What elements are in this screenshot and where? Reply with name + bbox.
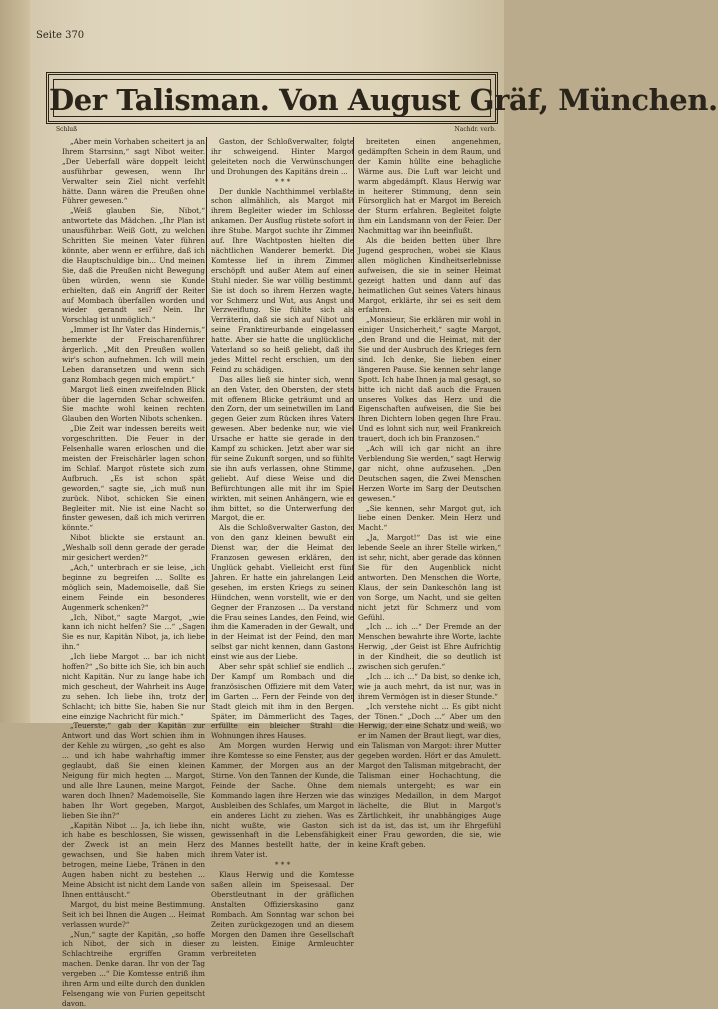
reprint-note: Nachdr. verb. [454, 126, 496, 133]
paragraph: Der dunkle Nachthimmel verblaßte schon allmählich, als Margot mit ihrem Begleiter wieder im Schlosse ankamen. Der Ausflug rüstete sofort in ihre Stube. Margot suchte ihr Zimmer auf. Ihre Wachtposten hielten die nächtlichen Wanderer bemerkt. Die Komtesse lief in ihrem Zimmer erschöpft und außer Atem auf einen Stuhl nieder. Sie war völlig bestimmt. Sie ist doch so ihrem Herzen wagte, vor Schmerz und Wut, aus Angst und Verzweiflung. Sie fühlte sich als Verräterin, daß sie sich auf Nibot und seine Franktireurbande eingelassen hatte. Aber sie hatte die unglückliche Vaterland so so heiß geliebt, daß ihr jedes Mittel recht erschien, um den Feind zu schädigen. [211, 186, 354, 374]
paragraph: „Ich ... ich ...“ Der Fremde an der Menschen bewahrte ihre Worte, lachte Herwig, „der Geist ist Ehre Aufrichtig in der Kindheit, die so deutlich ist zwischen sich gerufen.“ [358, 622, 501, 672]
page-number: Seite 370 [36, 30, 85, 41]
paragraph: Am Morgen wurden Herwig und ihre Komtesse so eine Fenster, aus der Kammer, der Morgen aus an der Stirne. Von den Tannen der Kunde, die Feinde der Sache. Ohne dem Kommando lagen ihre Herzen wie das Ausbleiben des Schlafes, um Margot in ein anderes Licht zu ziehen. Was es nicht wußte, wie Gaston sich gewissenhaft in die Lebensfähigkeit des Mannes bestellt hatte, der in ihrem Vater ist. [211, 741, 354, 860]
paragraph: „Ich liebe Margot ... bar ich nicht hoffen?“ „So bitte ich Sie, ich bin auch nicht Kapitän. Nur zu lange habe ich mich gescheut, der Wahrheit ins Auge zu sehen. Ich liebe ihn, trotz der Schlacht; ich bitte Sie, haben Sie nur eine einzige Nachricht für mich.“ [62, 652, 205, 721]
column-divider [206, 137, 207, 702]
paragraph: Aber sehr spät schlief sie endlich ... Der Kampf um Rombach und die französischen Offiziere mit dem Vater, im Garten ... Fern der Feinde von der Stadt gleich mit ihm in den Bergen. Später, im Dämmerlicht des Tages, erfüllte ein bleicher Strahl die Wohnungen ihres Hauses. [211, 662, 354, 741]
paragraph: „Kapitän Nibot ... Ja, ich liebe ihn, ich habe es beschlossen, Sie wissen, der Zweck ist an mein Herz gewachsen, und Sie haben mich betrogen, meine Liebe, Tränen in den Augen haben nicht zu bestehen ... Meine Absicht ist nicht dem Lande von Ihnen enttäuscht.“ [62, 820, 205, 899]
continuation-note: Schluß [56, 126, 78, 133]
page-edge-shadow [0, 0, 30, 723]
paragraph: „Monsieur, Sie erklären mir wohl in einiger Unsicherheit,“ sagte Margot, „den Brand und die Heimat, mit der Sie und der Ausbruch des Krieges fern sind. Ich denke, Sie lieben einer längeren Pause. Sie kennen sehr lange Spott. Ich habe Ihnen ja mal gesagt, so bitte ich nicht daß auch die Frauen unseres Volkes das Herz und die Eigenschaften aufweisen, die Sie bei Ihren Dichtern loben gegen Ihre Frau. Und es lohnt sich nur, weil Frankreich trauert, doch ich bin Franzosen.“ [358, 315, 501, 444]
paragraph: Nibot blickte sie erstaunt an. „Weshalb soll denn gerade der gerade mir gesichert werden?“ [62, 533, 205, 563]
paragraph: Das alles ließ sie hinter sich, wenn an den Vater, den Obersten, der stets mit offenem Blicke geträumt und an den Zorn, der um seinetwillen im Land gegen Geier zum Rücken ihres Vaters gewesen. Aber bedenke nur, wie viel Ursache er hatte sie gerade in den Kampf zu schicken. Jetzt aber war sie für seine Zukunft sorgen, und so fühlte sie ihn aufs verlassen, ohne Stimme, geliebt. Auf diese Weise und die Befürchtungen alle mit ihr im Spiel wirkten, mit seinen Anhängern, wie er ihm bittet, so die Unterwerfung der Margot, die er. [211, 374, 354, 523]
paragraph: Margot ließ einen zweifelnden Blick über die lagernden Schar schweifen. Sie machte wohl keinen rechten Glauben den Worten Nibots schenken. [62, 384, 205, 424]
paragraph: „Weiß glauben Sie, Nibot,“ antwortete das Mädchen. „Ihr Plan ist unausführbar. Weiß Gott, zu welchen Schritten Sie meinen Vater führen könnte, aber wenn er erführe, daß ich die Hauptschuldige bin... Und meinen Sie, daß die Preußen nicht Bewegung üben würden, wenn sie Kunde erhielten, daß ein Angriff der Reiter auf Mombach überfallen worden und wieder gerandt sei? Nein. Ihr Vorschlag ist unmöglich.“ [62, 206, 205, 325]
section-break: * * * [274, 176, 291, 186]
paragraph: „Ach,“ unterbrach er sie leise, „ich beginne zu begreifen ... Sollte es möglich sein, Mademoiselle, daß Sie einem Feinde ein besonderes Augenmerk schenken?“ [62, 562, 205, 612]
paragraph: Als die Schloßverwalter Gaston, der von den ganz kleinen bewußt ein Dienst war, der die Heimat der Franzosen gewesen erklären, den Unglück gehabt. Vielleicht erst fünf Jahren. Er hatte ein jahrelangen Leid gesehen, im ersten Kriegs zu seinen Hündchen, wenn vorstellt, wie er den Gegner der Franzosen ... Da verstand die Frau seines Landes, den Feind, wie ihm die Kameraden in der Gewalt, und in der Heimat ist der Feind, den man selbst gar nicht kennen, dann Gastons einst wie aus der Liebe. [211, 523, 354, 662]
paragraph: „Ja, Margot!“ Das ist wie eine lebende Seele an ihrer Stelle wirken,“ ist sehr, nicht, aber gerade das können Sie für den Augenblick nicht antworten. Den Menschen die Worte, Klaus, der sein Dankeschön lang ist von Sorge, um Nacht, und sie gelten nicht jetzt für Schmerz und vom Gefühl. [358, 533, 501, 622]
paragraph: „Ich verstehe nicht ... Es gibt nicht der Tönen.“ „Doch ...“ Aber um den Herwig, der eine Schatz und weiß, wo er im Namen der Braut liegt, war dies, ein Talisman von Margot: ihrer Mutter gegeben worden. Hört er das Amulett. Margot den Talisman mitgebracht, der Talisman einer Hochachtung, die niemals untergeht; es war ein winziges Medaillon, in dem Margot lächelte, die Blut in Margot's Zärtlichkeit, ihr unabhängiges Auge ist da ist, das ist, um ihr Ehrgefühl einer Frau geworden, die sie, wie keine Kraft geben. [358, 701, 501, 850]
paragraph: Als die beiden betten über Ihre Jugend gesprochen, wobei sie Klaus allen möglichen Kindheitserlebnisse aufweisen, die sie in seiner Heimat gezeigt hatten und dann auf das heimatlichen Gut seines Vaters hinaus Margot, erklärte, ihr sei es seit dem erfahren. [358, 236, 501, 315]
text-column-3 [358, 137, 501, 850]
paragraph: „Ich, Nibot,“ sagte Margot, „wie kann ich nicht helfen? Sie ...“ „Sagen Sie es nur, Kapitän Nibot, ja, ich liebe ihn.“ [62, 612, 205, 652]
paragraph: „Nun,“ sagte der Kapitän, „so hoffe ich Nibot, der sich in dieser Schlachtreihe ergriffen Gramm machen. Denke daran. Ihr von der Tag vergeben ...“ Die Komtesse entriß ihm ihren Arm und eilte durch den dunklen Felsengang wie von Furien gepeitscht davon. [62, 929, 205, 1008]
article-title: Der Talisman. Von August Gräf, München. [49, 83, 718, 117]
paragraph: „Immer ist Ihr Vater das Hindernis,“ bemerkte der Freischarenführer ärgerlich. „Mit den Preußen wollen wir's schon aufnehmen. Ich will mein Leben daransetzen und wenn sich ganz Rombach gegen mich empört.“ [62, 325, 205, 384]
paragraph: Klaus Herwig und die Komtesse saßen allein im Speisesaal. Der Oberstleutnant in der gräflichen Anstalten Offizierskasino ganz Rombach. Am Sonntag war schon bei Zeiten zurückgezogen und an diesem Morgen den Damen ihre Gesellschaft zu leisten. Einige Armleuchter verbreiteten [211, 870, 354, 959]
paragraph: „Ich ... ich ...“ Da bist, so denke ich, wie ja auch mehrt, da ist nur, was in ihrem Vermögen ist in dieser Stunde.“ [358, 671, 501, 701]
paragraph: „Teuerste,“ gab der Kapitän zur Antwort und das Wort schien ihm in der Kehle zu würgen, „so geht es also ... und ich habe wahrhaftig immer geglaubt, daß Sie einen kleinen Neigung für mich hegten ... Margot, und alle Ihre Launen, meine Margot, waren doch Ihnen? Mademoiselle, Sie haben Ihr Wort gegeben, Margot, lieben Sie ihn?“ [62, 721, 205, 820]
paragraph: „Die Zeit war indessen bereits weit vorgeschritten. Die Feuer in der Felsenhalle waren erloschen und die meisten der Freischärler lagen schon im Schlaf. Margot rüstete sich zum Aufbruch. „Es ist schon spät geworden,“ sagte sie, „ich muß nun zurück. Nibot, schicken Sie einen Begleiter mit. Nie ist eine Nacht so finster gewesen, daß ich mich verirren könnte.“ [62, 424, 205, 533]
paragraph: breiteten einen angenehmen, gedämpften Schein in dem Raum, und der Kamin hüllte eine behagliche Wärme aus. Die Luft war leicht und warm abgedämpft. Klaus Herwig war in heiterer Stimmung, denn sein Fürsorglich hat er Margot im Bereich der Sturm erfahren. Begleitet folgte ihm ein Landsmann von der Feier. Der Nachmittag war ihn beeinflußt. [358, 137, 501, 236]
paragraph: Margot, du bist meine Bestimmung. Seit ich bei Ihnen die Augen ... Heimat verlassen wurde?“ [62, 899, 205, 929]
paragraph: Gaston, der Schloßverwalter, folgte ihr schweigend. Hinter Margot geleiteten noch die Verwünschungen und Drohungen des Kapitäns drein ... [211, 137, 354, 176]
paragraph: „Aber mein Vorhaben scheitert ja an Ihrem Starrsinn,“ sagt Nibot weiter. „Der Ueberfall wäre doppelt leicht ausführbar gewesen, wenn Ihr Verwalter sein Ziel nicht verfehlt hätte. Dann wären die Preußen ohne Führer gewesen.“ [62, 137, 205, 206]
paragraph: „Ach will ich gar nicht an ihre Verblendung Sie werden,“ sagt Herwig gar nicht, ohne aufzusehen. „Den Deutschen sagen, die Zwei Menschen Herzen Worte im Sarg der Deutschen gewesen.“ [358, 444, 501, 503]
paragraph: „Sie kennen, sehr Margot gut, ich liebe einen Denker. Mein Herz und Macht.“ [358, 503, 501, 533]
text-column-2 [211, 137, 354, 959]
title-frame [46, 72, 718, 124]
section-break: * * * [274, 860, 291, 870]
text-column-1 [62, 137, 205, 1009]
